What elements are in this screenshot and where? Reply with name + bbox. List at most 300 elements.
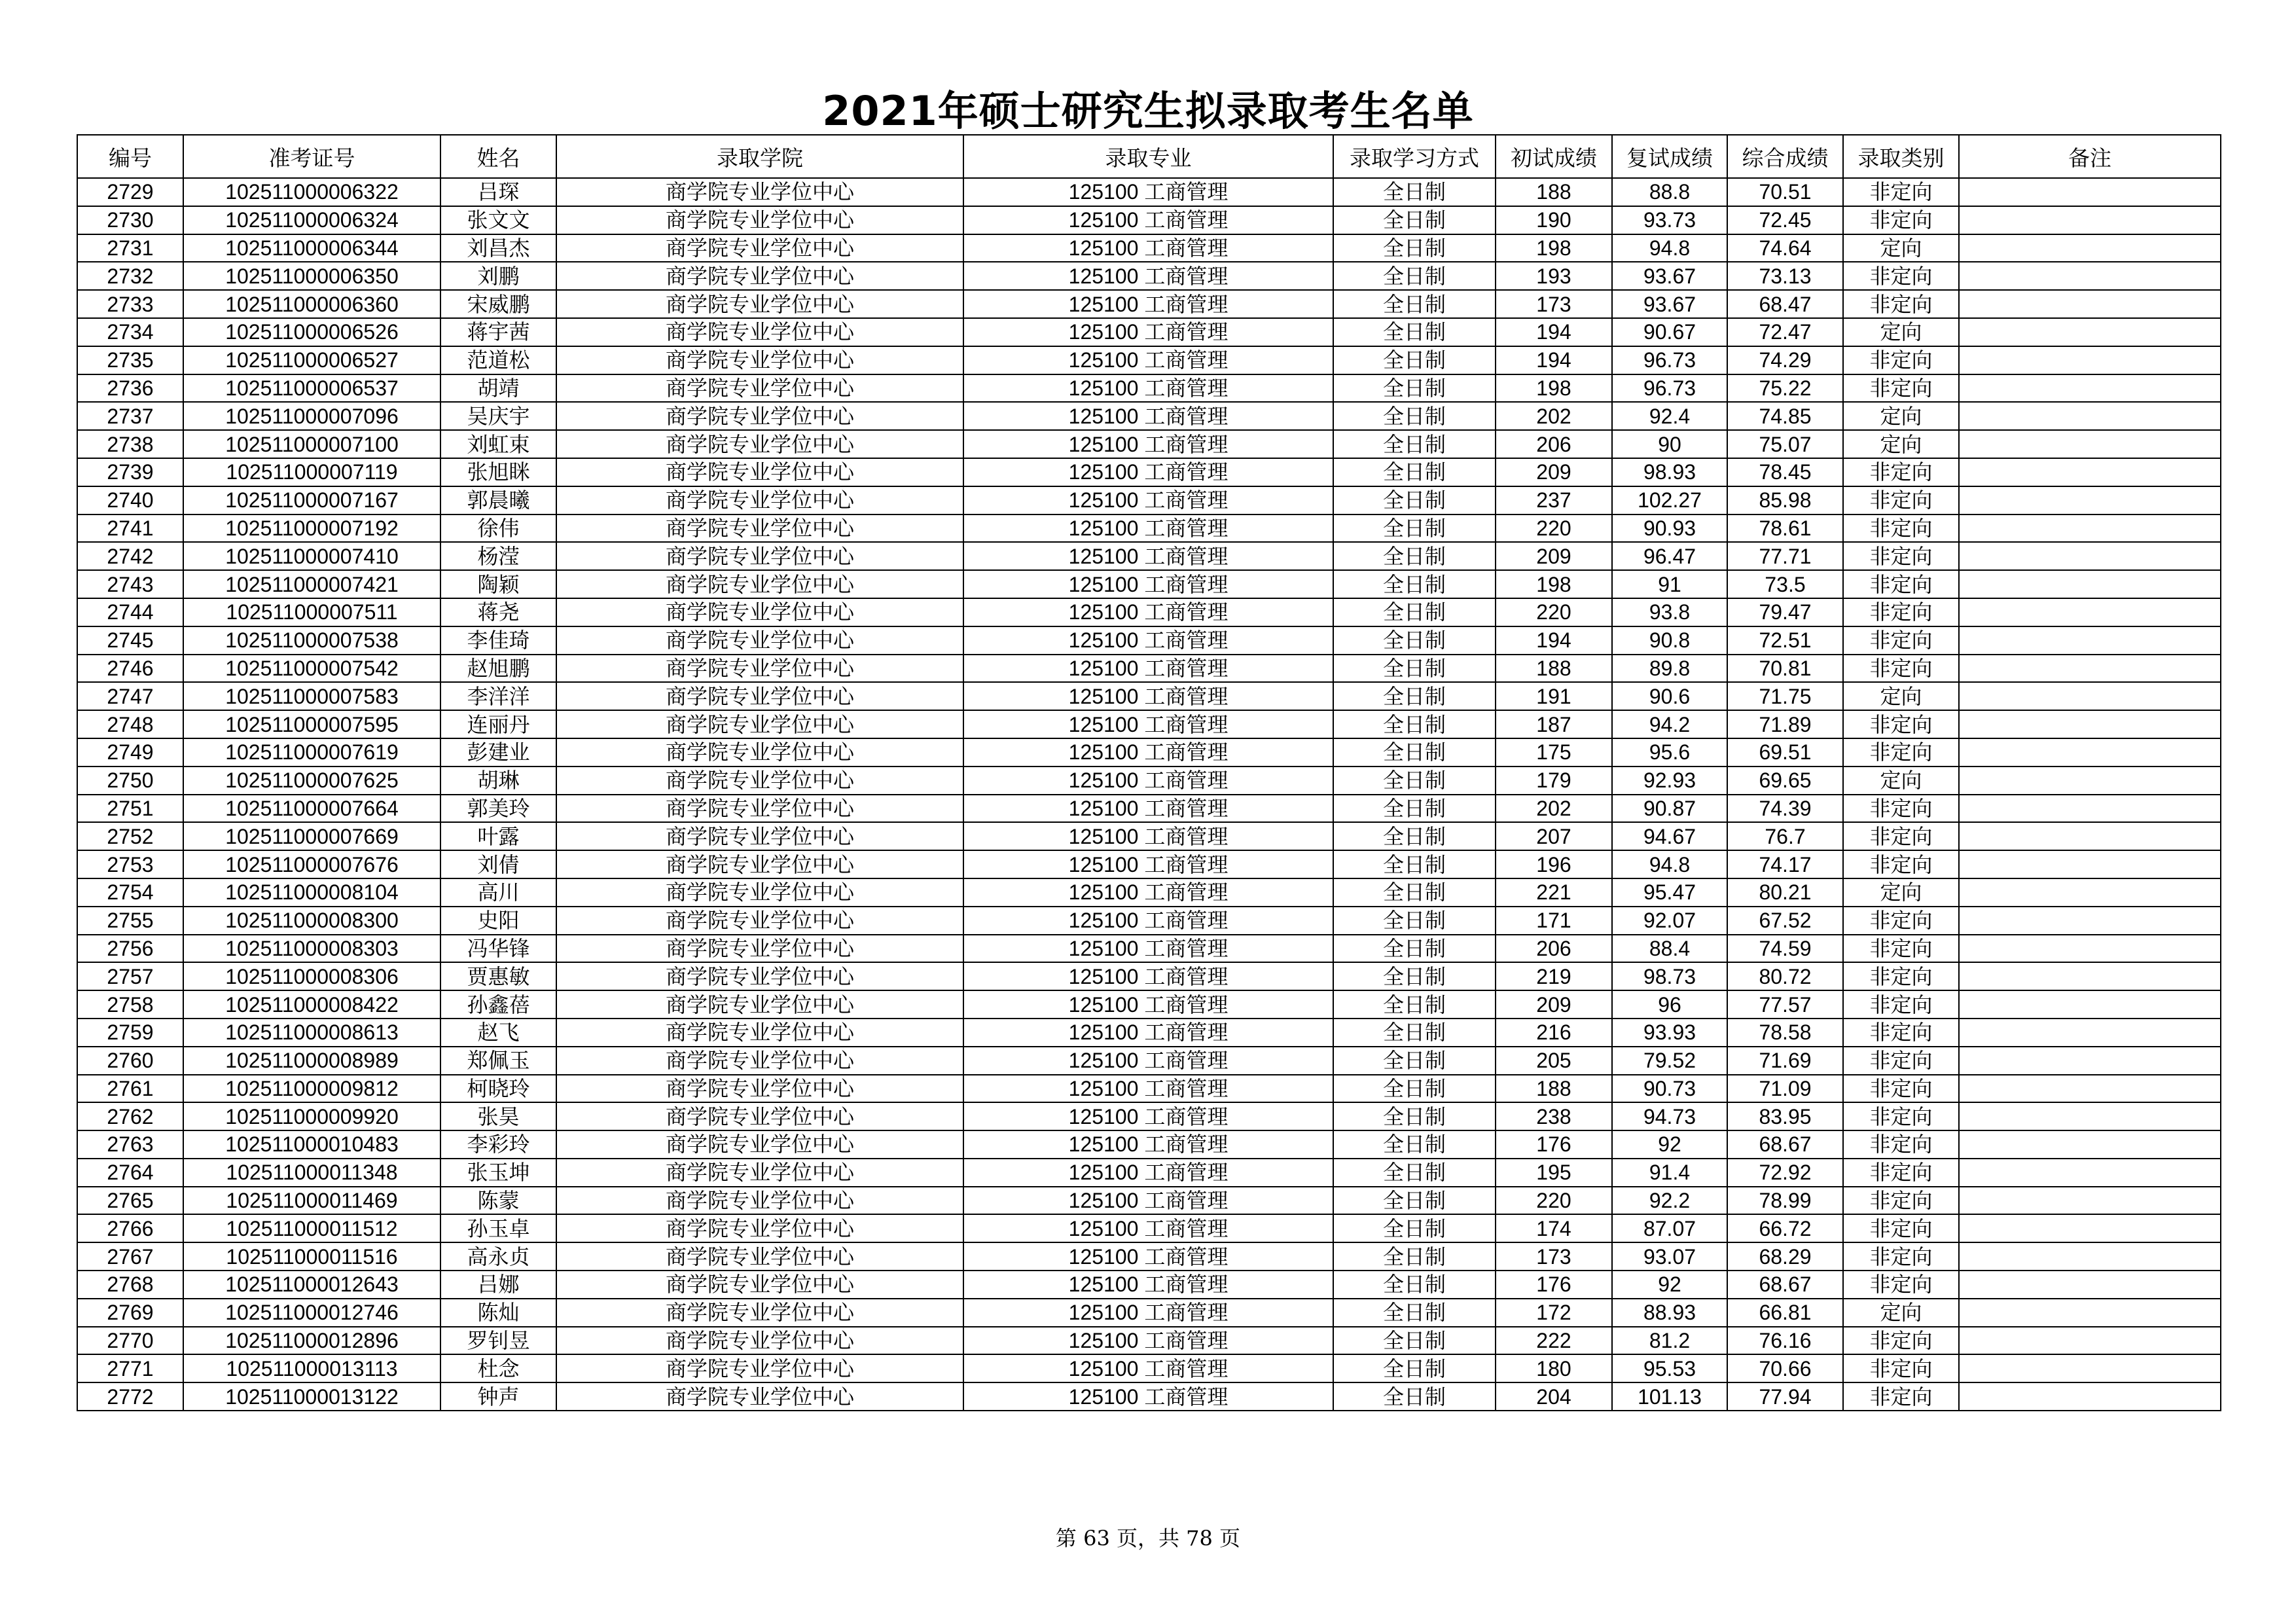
cell-category: 非定向 <box>1843 1271 1959 1299</box>
cell-college: 商学院专业学位中心 <box>556 1187 963 1215</box>
cell-initial-score: 206 <box>1496 935 1612 963</box>
cell-exam-id: 102511000009920 <box>183 1102 440 1130</box>
cell-initial-score: 209 <box>1496 458 1612 486</box>
table-body <box>77 178 2221 1411</box>
cell-number: 2742 <box>77 542 183 570</box>
cell-category: 定向 <box>1843 1299 1959 1327</box>
cell-remarks <box>1959 1327 2221 1355</box>
cell-category: 非定向 <box>1843 1130 1959 1159</box>
cell-number: 2736 <box>77 374 183 403</box>
cell-study-mode: 全日制 <box>1333 1354 1496 1382</box>
table-row <box>77 1327 2221 1355</box>
cell-study-mode: 全日制 <box>1333 1130 1496 1159</box>
cell-total-score: 68.67 <box>1727 1271 1843 1299</box>
cell-exam-id: 102511000006322 <box>183 178 440 206</box>
cell-number: 2733 <box>77 290 183 318</box>
cell-number: 2759 <box>77 1019 183 1047</box>
cell-total-score: 76.7 <box>1727 822 1843 850</box>
cell-remarks <box>1959 598 2221 626</box>
cell-number: 2756 <box>77 935 183 963</box>
cell-category: 非定向 <box>1843 1019 1959 1047</box>
cell-name: 钟声 <box>440 1382 556 1411</box>
cell-exam-id: 102511000008300 <box>183 907 440 935</box>
cell-initial-score: 188 <box>1496 655 1612 683</box>
cell-total-score: 68.67 <box>1727 1130 1843 1159</box>
cell-number: 2741 <box>77 514 183 543</box>
cell-initial-score: 175 <box>1496 738 1612 767</box>
table-row <box>77 1242 2221 1271</box>
cell-category: 非定向 <box>1843 458 1959 486</box>
cell-name: 宋威鹏 <box>440 290 556 318</box>
cell-college: 商学院专业学位中心 <box>556 374 963 403</box>
col-header-total-score: 综合成绩 <box>1727 135 1843 178</box>
cell-total-score: 77.94 <box>1727 1382 1843 1411</box>
cell-initial-score: 220 <box>1496 1187 1612 1215</box>
cell-major: 125100 工商管理 <box>963 655 1333 683</box>
cell-category: 非定向 <box>1843 822 1959 850</box>
cell-name: 郑佩玉 <box>440 1047 556 1075</box>
cell-initial-score: 219 <box>1496 962 1612 990</box>
cell-number: 2751 <box>77 795 183 823</box>
cell-number: 2750 <box>77 767 183 795</box>
cell-major: 125100 工商管理 <box>963 878 1333 907</box>
cell-retest-score: 95.47 <box>1612 878 1727 907</box>
cell-remarks <box>1959 486 2221 514</box>
cell-exam-id: 102511000007119 <box>183 458 440 486</box>
cell-name: 史阳 <box>440 907 556 935</box>
table-row <box>77 626 2221 655</box>
cell-initial-score: 176 <box>1496 1271 1612 1299</box>
cell-retest-score: 87.07 <box>1612 1214 1727 1242</box>
cell-total-score: 80.21 <box>1727 878 1843 907</box>
cell-name: 叶露 <box>440 822 556 850</box>
cell-exam-id: 102511000007538 <box>183 626 440 655</box>
table-row <box>77 1047 2221 1075</box>
cell-category: 非定向 <box>1843 1102 1959 1130</box>
cell-initial-score: 188 <box>1496 1075 1612 1103</box>
cell-category: 定向 <box>1843 430 1959 458</box>
cell-retest-score: 94.67 <box>1612 822 1727 850</box>
cell-retest-score: 90.73 <box>1612 1075 1727 1103</box>
cell-study-mode: 全日制 <box>1333 374 1496 403</box>
cell-college: 商学院专业学位中心 <box>556 1159 963 1187</box>
cell-number: 2746 <box>77 655 183 683</box>
cell-college: 商学院专业学位中心 <box>556 907 963 935</box>
cell-major: 125100 工商管理 <box>963 962 1333 990</box>
cell-name: 刘昌杰 <box>440 234 556 262</box>
cell-study-mode: 全日制 <box>1333 234 1496 262</box>
table-row <box>77 374 2221 403</box>
cell-total-score: 74.29 <box>1727 346 1843 374</box>
table-row <box>77 990 2221 1019</box>
table-row <box>77 682 2221 710</box>
cell-retest-score: 101.13 <box>1612 1382 1727 1411</box>
table-row <box>77 262 2221 290</box>
cell-exam-id: 102511000008104 <box>183 878 440 907</box>
cell-remarks <box>1959 1047 2221 1075</box>
cell-major: 125100 工商管理 <box>963 850 1333 878</box>
cell-initial-score: 172 <box>1496 1299 1612 1327</box>
cell-category: 非定向 <box>1843 290 1959 318</box>
cell-major: 125100 工商管理 <box>963 1214 1333 1242</box>
cell-major: 125100 工商管理 <box>963 542 1333 570</box>
cell-exam-id: 102511000007669 <box>183 822 440 850</box>
cell-retest-score: 92.93 <box>1612 767 1727 795</box>
cell-college: 商学院专业学位中心 <box>556 1214 963 1242</box>
cell-remarks <box>1959 1187 2221 1215</box>
cell-remarks <box>1959 430 2221 458</box>
cell-major: 125100 工商管理 <box>963 1299 1333 1327</box>
cell-study-mode: 全日制 <box>1333 710 1496 738</box>
cell-number: 2739 <box>77 458 183 486</box>
cell-exam-id: 102511000006350 <box>183 262 440 290</box>
cell-study-mode: 全日制 <box>1333 626 1496 655</box>
cell-college: 商学院专业学位中心 <box>556 514 963 543</box>
cell-total-score: 74.59 <box>1727 935 1843 963</box>
cell-total-score: 79.47 <box>1727 598 1843 626</box>
cell-college: 商学院专业学位中心 <box>556 486 963 514</box>
cell-exam-id: 102511000007100 <box>183 430 440 458</box>
cell-number: 2748 <box>77 710 183 738</box>
cell-category: 非定向 <box>1843 795 1959 823</box>
cell-category: 非定向 <box>1843 570 1959 598</box>
cell-total-score: 78.99 <box>1727 1187 1843 1215</box>
cell-initial-score: 216 <box>1496 1019 1612 1047</box>
cell-total-score: 68.29 <box>1727 1242 1843 1271</box>
cell-total-score: 78.58 <box>1727 1019 1843 1047</box>
cell-number: 2735 <box>77 346 183 374</box>
cell-study-mode: 全日制 <box>1333 1019 1496 1047</box>
table-row <box>77 514 2221 543</box>
cell-retest-score: 96.73 <box>1612 346 1727 374</box>
cell-total-score: 70.51 <box>1727 178 1843 206</box>
cell-name: 刘虹束 <box>440 430 556 458</box>
cell-major: 125100 工商管理 <box>963 626 1333 655</box>
cell-initial-score: 179 <box>1496 767 1612 795</box>
cell-total-score: 70.81 <box>1727 655 1843 683</box>
cell-category: 非定向 <box>1843 626 1959 655</box>
cell-total-score: 71.75 <box>1727 682 1843 710</box>
cell-college: 商学院专业学位中心 <box>556 402 963 430</box>
cell-initial-score: 171 <box>1496 907 1612 935</box>
table-row <box>77 1187 2221 1215</box>
cell-study-mode: 全日制 <box>1333 402 1496 430</box>
cell-exam-id: 102511000012896 <box>183 1327 440 1355</box>
cell-name: 李佳琦 <box>440 626 556 655</box>
cell-number: 2730 <box>77 206 183 234</box>
cell-study-mode: 全日制 <box>1333 1382 1496 1411</box>
cell-name: 杨滢 <box>440 542 556 570</box>
cell-name: 陈蒙 <box>440 1187 556 1215</box>
cell-category: 非定向 <box>1843 1242 1959 1271</box>
cell-initial-score: 238 <box>1496 1102 1612 1130</box>
cell-retest-score: 89.8 <box>1612 655 1727 683</box>
cell-number: 2771 <box>77 1354 183 1382</box>
cell-exam-id: 102511000007595 <box>183 710 440 738</box>
cell-initial-score: 202 <box>1496 795 1612 823</box>
cell-initial-score: 193 <box>1496 262 1612 290</box>
cell-number: 2767 <box>77 1242 183 1271</box>
table-row <box>77 767 2221 795</box>
cell-category: 非定向 <box>1843 262 1959 290</box>
cell-total-score: 74.39 <box>1727 795 1843 823</box>
cell-study-mode: 全日制 <box>1333 962 1496 990</box>
table-row <box>77 822 2221 850</box>
cell-remarks <box>1959 935 2221 963</box>
cell-remarks <box>1959 822 2221 850</box>
cell-name: 贾惠敏 <box>440 962 556 990</box>
cell-initial-score: 198 <box>1496 570 1612 598</box>
cell-exam-id: 102511000011512 <box>183 1214 440 1242</box>
cell-name: 胡靖 <box>440 374 556 403</box>
cell-exam-id: 102511000011516 <box>183 1242 440 1271</box>
cell-major: 125100 工商管理 <box>963 234 1333 262</box>
table-row <box>77 542 2221 570</box>
cell-college: 商学院专业学位中心 <box>556 850 963 878</box>
table-row <box>77 1130 2221 1159</box>
cell-total-score: 83.95 <box>1727 1102 1843 1130</box>
cell-initial-score: 205 <box>1496 1047 1612 1075</box>
col-header-study-mode: 录取学习方式 <box>1333 135 1496 178</box>
cell-name: 罗钊昱 <box>440 1327 556 1355</box>
cell-major: 125100 工商管理 <box>963 1187 1333 1215</box>
cell-name: 范道松 <box>440 346 556 374</box>
cell-number: 2760 <box>77 1047 183 1075</box>
cell-category: 非定向 <box>1843 1075 1959 1103</box>
cell-retest-score: 88.93 <box>1612 1299 1727 1327</box>
cell-major: 125100 工商管理 <box>963 570 1333 598</box>
page-footer: 第 63 页，共 78 页 <box>1055 1526 1241 1551</box>
cell-initial-score: 196 <box>1496 850 1612 878</box>
table-row <box>77 178 2221 206</box>
cell-category: 非定向 <box>1843 935 1959 963</box>
cell-number: 2763 <box>77 1130 183 1159</box>
cell-major: 125100 工商管理 <box>963 1242 1333 1271</box>
cell-name: 张文文 <box>440 206 556 234</box>
cell-retest-score: 90.93 <box>1612 514 1727 543</box>
col-header-initial-score: 初试成绩 <box>1496 135 1612 178</box>
cell-retest-score: 92 <box>1612 1271 1727 1299</box>
cell-exam-id: 102511000007664 <box>183 795 440 823</box>
table-row <box>77 1271 2221 1299</box>
cell-number: 2758 <box>77 990 183 1019</box>
cell-total-score: 67.52 <box>1727 907 1843 935</box>
cell-college: 商学院专业学位中心 <box>556 1354 963 1382</box>
cell-exam-id: 102511000006527 <box>183 346 440 374</box>
cell-study-mode: 全日制 <box>1333 738 1496 767</box>
col-header-remarks: 备注 <box>1959 135 2221 178</box>
cell-exam-id: 102511000007096 <box>183 402 440 430</box>
cell-remarks <box>1959 1299 2221 1327</box>
cell-study-mode: 全日制 <box>1333 878 1496 907</box>
cell-name: 冯华锋 <box>440 935 556 963</box>
cell-number: 2764 <box>77 1159 183 1187</box>
cell-exam-id: 102511000009812 <box>183 1075 440 1103</box>
cell-exam-id: 102511000006526 <box>183 318 440 346</box>
cell-retest-score: 92.07 <box>1612 907 1727 935</box>
table-row <box>77 907 2221 935</box>
cell-exam-id: 102511000013113 <box>183 1354 440 1382</box>
cell-retest-score: 90.8 <box>1612 626 1727 655</box>
cell-category: 非定向 <box>1843 542 1959 570</box>
cell-number: 2740 <box>77 486 183 514</box>
cell-category: 非定向 <box>1843 346 1959 374</box>
cell-college: 商学院专业学位中心 <box>556 178 963 206</box>
cell-retest-score: 94.2 <box>1612 710 1727 738</box>
cell-category: 非定向 <box>1843 850 1959 878</box>
cell-retest-score: 96.47 <box>1612 542 1727 570</box>
cell-category: 非定向 <box>1843 206 1959 234</box>
cell-study-mode: 全日制 <box>1333 318 1496 346</box>
cell-retest-score: 93.07 <box>1612 1242 1727 1271</box>
cell-major: 125100 工商管理 <box>963 458 1333 486</box>
col-header-exam-id: 准考证号 <box>183 135 440 178</box>
cell-name: 郭晨曦 <box>440 486 556 514</box>
cell-total-score: 70.66 <box>1727 1354 1843 1382</box>
cell-college: 商学院专业学位中心 <box>556 458 963 486</box>
cell-college: 商学院专业学位中心 <box>556 206 963 234</box>
cell-number: 2743 <box>77 570 183 598</box>
cell-remarks <box>1959 990 2221 1019</box>
cell-category: 非定向 <box>1843 738 1959 767</box>
cell-college: 商学院专业学位中心 <box>556 1327 963 1355</box>
cell-category: 非定向 <box>1843 374 1959 403</box>
cell-retest-score: 88.8 <box>1612 178 1727 206</box>
table-row <box>77 878 2221 907</box>
cell-retest-score: 94.73 <box>1612 1102 1727 1130</box>
cell-name: 李洋洋 <box>440 682 556 710</box>
cell-exam-id: 102511000008989 <box>183 1047 440 1075</box>
cell-category: 定向 <box>1843 682 1959 710</box>
cell-total-score: 71.89 <box>1727 710 1843 738</box>
cell-study-mode: 全日制 <box>1333 178 1496 206</box>
cell-remarks <box>1959 458 2221 486</box>
cell-college: 商学院专业学位中心 <box>556 1047 963 1075</box>
table-row <box>77 1354 2221 1382</box>
table-row <box>77 710 2221 738</box>
cell-category: 非定向 <box>1843 1382 1959 1411</box>
cell-retest-score: 93.67 <box>1612 262 1727 290</box>
cell-retest-score: 98.93 <box>1612 458 1727 486</box>
cell-number: 2744 <box>77 598 183 626</box>
cell-college: 商学院专业学位中心 <box>556 262 963 290</box>
cell-initial-score: 191 <box>1496 682 1612 710</box>
cell-number: 2752 <box>77 822 183 850</box>
cell-number: 2765 <box>77 1187 183 1215</box>
cell-study-mode: 全日制 <box>1333 514 1496 543</box>
cell-study-mode: 全日制 <box>1333 795 1496 823</box>
cell-college: 商学院专业学位中心 <box>556 655 963 683</box>
cell-remarks <box>1959 767 2221 795</box>
cell-initial-score: 198 <box>1496 374 1612 403</box>
cell-name: 连丽丹 <box>440 710 556 738</box>
cell-number: 2754 <box>77 878 183 907</box>
table-row <box>77 1102 2221 1130</box>
cell-remarks <box>1959 1130 2221 1159</box>
cell-college: 商学院专业学位中心 <box>556 1242 963 1271</box>
cell-remarks <box>1959 1382 2221 1411</box>
cell-remarks <box>1959 374 2221 403</box>
cell-initial-score: 195 <box>1496 1159 1612 1187</box>
cell-major: 125100 工商管理 <box>963 990 1333 1019</box>
cell-college: 商学院专业学位中心 <box>556 318 963 346</box>
cell-initial-score: 237 <box>1496 486 1612 514</box>
cell-study-mode: 全日制 <box>1333 1299 1496 1327</box>
cell-study-mode: 全日制 <box>1333 1187 1496 1215</box>
cell-initial-score: 176 <box>1496 1130 1612 1159</box>
cell-category: 非定向 <box>1843 514 1959 543</box>
cell-name: 李彩玲 <box>440 1130 556 1159</box>
cell-total-score: 72.51 <box>1727 626 1843 655</box>
cell-college: 商学院专业学位中心 <box>556 878 963 907</box>
cell-exam-id: 102511000013122 <box>183 1382 440 1411</box>
cell-total-score: 76.16 <box>1727 1327 1843 1355</box>
cell-initial-score: 220 <box>1496 514 1612 543</box>
cell-name: 蒋宇茜 <box>440 318 556 346</box>
cell-major: 125100 工商管理 <box>963 822 1333 850</box>
cell-college: 商学院专业学位中心 <box>556 962 963 990</box>
cell-retest-score: 92.2 <box>1612 1187 1727 1215</box>
cell-total-score: 66.81 <box>1727 1299 1843 1327</box>
cell-exam-id: 102511000008613 <box>183 1019 440 1047</box>
cell-total-score: 73.13 <box>1727 262 1843 290</box>
cell-name: 蒋尧 <box>440 598 556 626</box>
col-header-retest-score: 复试成绩 <box>1612 135 1727 178</box>
cell-study-mode: 全日制 <box>1333 990 1496 1019</box>
cell-exam-id: 102511000007511 <box>183 598 440 626</box>
cell-retest-score: 88.4 <box>1612 935 1727 963</box>
cell-exam-id: 102511000008303 <box>183 935 440 963</box>
cell-major: 125100 工商管理 <box>963 178 1333 206</box>
cell-name: 杜念 <box>440 1354 556 1382</box>
cell-number: 2770 <box>77 1327 183 1355</box>
cell-major: 125100 工商管理 <box>963 290 1333 318</box>
cell-remarks <box>1959 1271 2221 1299</box>
cell-category: 非定向 <box>1843 907 1959 935</box>
cell-retest-score: 93.93 <box>1612 1019 1727 1047</box>
cell-name: 郭美玲 <box>440 795 556 823</box>
cell-name: 吴庆宇 <box>440 402 556 430</box>
cell-remarks <box>1959 1019 2221 1047</box>
cell-remarks <box>1959 318 2221 346</box>
cell-college: 商学院专业学位中心 <box>556 738 963 767</box>
cell-number: 2753 <box>77 850 183 878</box>
table-row <box>77 430 2221 458</box>
cell-number: 2734 <box>77 318 183 346</box>
cell-category: 非定向 <box>1843 178 1959 206</box>
cell-major: 125100 工商管理 <box>963 1075 1333 1103</box>
cell-exam-id: 102511000012643 <box>183 1271 440 1299</box>
cell-major: 125100 工商管理 <box>963 738 1333 767</box>
cell-remarks <box>1959 262 2221 290</box>
cell-name: 吕琛 <box>440 178 556 206</box>
cell-name: 张旭眯 <box>440 458 556 486</box>
cell-exam-id: 102511000007625 <box>183 767 440 795</box>
cell-major: 125100 工商管理 <box>963 1047 1333 1075</box>
cell-study-mode: 全日制 <box>1333 655 1496 683</box>
cell-major: 125100 工商管理 <box>963 710 1333 738</box>
cell-study-mode: 全日制 <box>1333 1214 1496 1242</box>
cell-study-mode: 全日制 <box>1333 1102 1496 1130</box>
table-row <box>77 402 2221 430</box>
cell-study-mode: 全日制 <box>1333 206 1496 234</box>
cell-initial-score: 194 <box>1496 626 1612 655</box>
cell-initial-score: 209 <box>1496 990 1612 1019</box>
cell-initial-score: 202 <box>1496 402 1612 430</box>
cell-college: 商学院专业学位中心 <box>556 570 963 598</box>
cell-study-mode: 全日制 <box>1333 907 1496 935</box>
cell-remarks <box>1959 234 2221 262</box>
